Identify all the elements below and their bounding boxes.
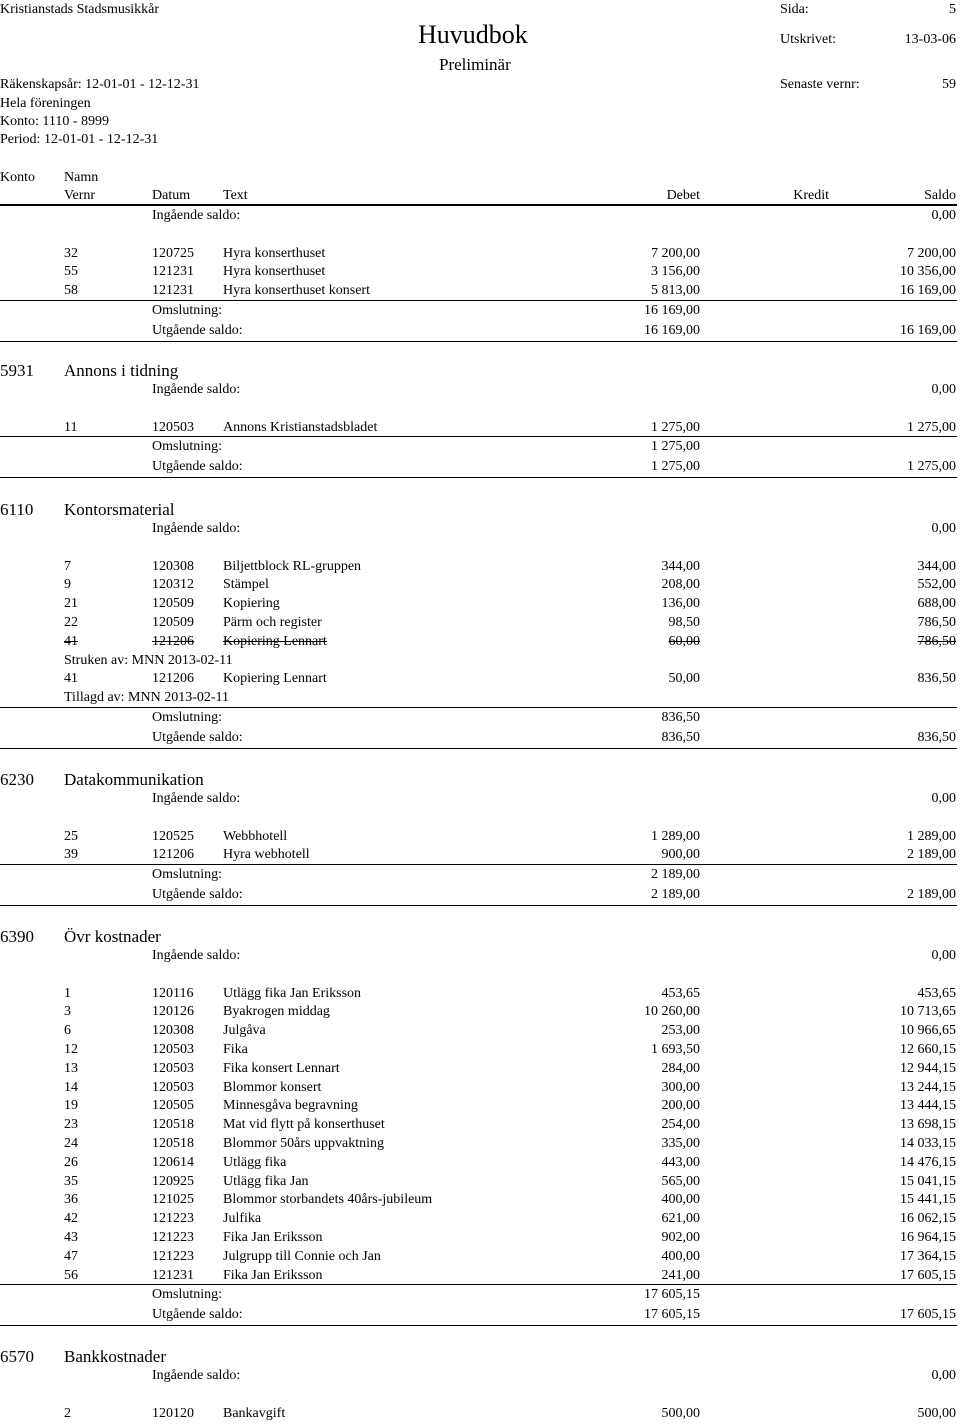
printed-date: 13-03-06 <box>904 32 956 47</box>
entry-date: 120308 <box>152 1023 194 1039</box>
entry-debet: 400,00 <box>661 1192 700 1208</box>
account-name: Annons i tidning <box>64 361 179 380</box>
opening-balance-value: 0,00 <box>931 791 956 806</box>
opening-balance-value: 0,00 <box>931 1368 956 1383</box>
entry-debet: 200,00 <box>661 1098 700 1114</box>
latest-vernr-value: 59 <box>942 77 956 92</box>
audit-note: Struken av: MNN 2013-02-11 <box>64 652 233 668</box>
entry-saldo: 17 364,15 <box>900 1248 956 1264</box>
entry-text: Minnesgåva begravning <box>223 1098 358 1114</box>
entry-saldo: 16 062,15 <box>900 1211 956 1227</box>
section-end-rule <box>0 748 957 749</box>
entry-vernr: 9 <box>64 577 71 593</box>
opening-balance-label: Ingående saldo: <box>152 521 241 536</box>
entry-date: 120518 <box>152 1136 194 1151</box>
entry-date: 120126 <box>152 1004 194 1020</box>
entry-text: Biljettblock RL-gruppen <box>223 558 362 574</box>
entry-text: Julgrupp till Connie och Jan <box>223 1248 381 1264</box>
entry-date: 121231 <box>152 283 194 299</box>
account-name: Bankkostnader <box>64 1347 166 1366</box>
entry-date: 120312 <box>152 577 194 593</box>
closing-debet: 2 189,00 <box>651 887 700 902</box>
entry-text: Fika <box>223 1042 248 1057</box>
entry-text: Hyra konserthuset <box>223 264 326 280</box>
entry-debet: 400,00 <box>661 1248 700 1264</box>
entry-debet: 208,00 <box>661 577 700 593</box>
entry-saldo: 15 041,15 <box>900 1173 956 1189</box>
entry-debet: 7 200,00 <box>651 245 700 261</box>
col-kredit: Kredit <box>793 188 829 203</box>
entry-saldo: 15 441,15 <box>900 1192 956 1208</box>
entry-vernr: 24 <box>64 1136 78 1151</box>
entry-date: 120614 <box>152 1154 194 1170</box>
subtotal-rule <box>0 300 957 301</box>
entry-date: 120509 <box>152 596 194 612</box>
entry-saldo: 13 698,15 <box>900 1117 956 1133</box>
closing-balance-value: 17 605,15 <box>900 1307 956 1323</box>
entry-vernr: 19 <box>64 1098 78 1114</box>
entry-vernr: 56 <box>64 1267 78 1283</box>
entry-debet: 50,00 <box>668 671 700 687</box>
section-end-rule <box>0 905 957 906</box>
entry-text: Webbhotell <box>223 828 288 844</box>
account-number: 6230 <box>0 770 34 789</box>
entry-debet: 500,00 <box>661 1405 700 1421</box>
entry-date: 120503 <box>152 1060 194 1076</box>
entry-date: 120308 <box>152 558 194 574</box>
turnover-debet: 1 275,00 <box>651 439 700 455</box>
turnover-label: Omslutning: <box>152 303 223 318</box>
closing-balance-label: Utgående saldo: <box>152 459 243 475</box>
entry-text: Bankavgift <box>223 1405 286 1421</box>
entry-saldo: 10 713,65 <box>900 1004 956 1020</box>
entry-vernr: 35 <box>64 1173 78 1189</box>
entry-debet: 98,50 <box>668 615 700 630</box>
entry-date: 121206 <box>152 633 194 649</box>
entry-vernr: 47 <box>64 1248 78 1264</box>
period: Period: 12-01-01 - 12-12-31 <box>0 132 159 147</box>
entry-vernr: 13 <box>64 1060 78 1076</box>
entry-text: Fika Jan Eriksson <box>223 1230 323 1245</box>
turnover-label: Omslutning: <box>152 1287 223 1303</box>
entry-vernr: 1 <box>64 985 71 1001</box>
report-subtitle: Preliminär <box>439 55 511 74</box>
entry-text: Hyra konserthuset konsert <box>223 283 370 299</box>
entry-debet: 900,00 <box>661 847 700 863</box>
closing-debet: 836,50 <box>661 729 700 745</box>
col-datum: Datum <box>152 188 191 203</box>
org-name: Kristianstads Stadsmusikkår <box>0 2 160 17</box>
entry-date: 120725 <box>152 245 194 261</box>
turnover-label: Omslutning: <box>152 867 223 883</box>
opening-balance-value: 0,00 <box>931 382 956 397</box>
entry-date: 121223 <box>152 1211 194 1227</box>
entry-text: Julgåva <box>223 1023 266 1039</box>
entry-vernr: 7 <box>64 558 71 574</box>
entry-saldo: 786,50 <box>917 633 956 649</box>
entry-date: 120509 <box>152 615 194 630</box>
entry-saldo: 17 605,15 <box>900 1267 956 1283</box>
scope: Hela föreningen <box>0 96 91 111</box>
closing-balance-value: 1 275,00 <box>907 459 956 475</box>
entry-saldo: 688,00 <box>917 596 956 612</box>
entry-debet: 254,00 <box>661 1117 700 1133</box>
entry-saldo: 10 356,00 <box>900 264 956 280</box>
entry-text: Utlägg fika Jan Eriksson <box>223 985 362 1001</box>
entry-text: Utlägg fika Jan <box>223 1173 309 1189</box>
audit-note: Tillagd av: MNN 2013-02-11 <box>64 690 230 706</box>
entry-debet: 902,00 <box>661 1230 700 1245</box>
entry-debet: 621,00 <box>661 1211 700 1227</box>
entry-debet: 241,00 <box>661 1267 700 1283</box>
subtotal-rule <box>0 436 957 437</box>
entry-vernr: 41 <box>64 633 78 649</box>
entry-vernr: 39 <box>64 847 78 863</box>
closing-balance-label: Utgående saldo: <box>152 729 243 745</box>
header-rule <box>0 204 957 206</box>
turnover-debet: 836,50 <box>661 710 700 725</box>
entry-vernr: 2 <box>64 1405 71 1421</box>
closing-balance-label: Utgående saldo: <box>152 322 243 338</box>
turnover-debet: 17 605,15 <box>644 1287 700 1303</box>
entry-date: 121231 <box>152 1267 194 1283</box>
closing-debet: 17 605,15 <box>644 1307 700 1323</box>
subtotal-rule <box>0 707 957 708</box>
entry-text: Kopiering <box>223 596 280 612</box>
entry-saldo: 14 033,15 <box>900 1136 956 1151</box>
entry-debet: 253,00 <box>661 1023 700 1039</box>
section-end-rule <box>0 477 957 478</box>
turnover-debet: 2 189,00 <box>651 867 700 883</box>
entry-date: 120120 <box>152 1405 194 1421</box>
entry-text: Utlägg fika <box>223 1154 287 1170</box>
entry-saldo: 453,65 <box>917 985 956 1001</box>
closing-debet: 16 169,00 <box>644 322 700 338</box>
entry-vernr: 14 <box>64 1079 78 1095</box>
subtotal-rule <box>0 1284 957 1285</box>
entry-saldo: 14 476,15 <box>900 1154 956 1170</box>
entry-vernr: 23 <box>64 1117 78 1133</box>
opening-balance-label: Ingående saldo: <box>152 208 241 223</box>
entry-date: 120525 <box>152 828 194 844</box>
turnover-label: Omslutning: <box>152 710 223 725</box>
entry-date: 120505 <box>152 1098 194 1114</box>
entry-saldo: 2 189,00 <box>907 847 956 863</box>
entry-debet: 443,00 <box>661 1154 700 1170</box>
opening-balance-label: Ingående saldo: <box>152 948 241 963</box>
printed-label: Utskrivet: <box>780 32 836 47</box>
entry-vernr: 12 <box>64 1042 78 1057</box>
entry-text: Kopiering Lennart <box>223 671 327 687</box>
opening-balance-label: Ingående saldo: <box>152 382 241 397</box>
entry-text: Kopiering Lennart <box>223 633 327 649</box>
entry-vernr: 32 <box>64 245 78 261</box>
entry-date: 121231 <box>152 264 194 280</box>
entry-date: 120518 <box>152 1117 194 1133</box>
entry-debet: 1 289,00 <box>651 828 700 844</box>
entry-vernr: 55 <box>64 264 78 280</box>
entry-date: 120925 <box>152 1173 194 1189</box>
turnover-debet: 16 169,00 <box>644 303 700 318</box>
col-konto: Konto <box>0 170 35 185</box>
entry-saldo: 500,00 <box>917 1405 956 1421</box>
account-name: Övr kostnader <box>64 927 161 946</box>
entry-saldo: 10 966,65 <box>900 1023 956 1039</box>
entry-text: Julfika <box>223 1211 262 1227</box>
closing-balance-value: 2 189,00 <box>907 887 956 902</box>
entry-text: Blommor 50års uppvaktning <box>223 1136 384 1151</box>
opening-balance-label: Ingående saldo: <box>152 791 241 806</box>
entry-saldo: 16 964,15 <box>900 1230 956 1245</box>
entry-date: 120503 <box>152 419 194 435</box>
entry-vernr: 42 <box>64 1211 78 1227</box>
col-text: Text <box>223 188 248 203</box>
entry-vernr: 36 <box>64 1192 78 1208</box>
col-saldo: Saldo <box>924 188 956 203</box>
entry-date: 121025 <box>152 1192 194 1208</box>
subtotal-rule <box>0 864 957 865</box>
entry-saldo: 12 944,15 <box>900 1060 956 1076</box>
closing-balance-label: Utgående saldo: <box>152 887 243 902</box>
fiscal-year: Räkenskapsår: 12-01-01 - 12-12-31 <box>0 77 200 92</box>
entry-text: Stämpel <box>223 577 269 593</box>
report-title: Huvudbok <box>418 20 528 49</box>
entry-text: Mat vid flytt på konserthuset <box>223 1117 385 1133</box>
page-label: Sida: <box>780 2 809 17</box>
entry-date: 121223 <box>152 1248 194 1264</box>
account-name: Kontorsmaterial <box>64 500 175 519</box>
entry-vernr: 58 <box>64 283 78 299</box>
opening-balance-value: 0,00 <box>931 948 956 963</box>
entry-debet: 335,00 <box>661 1136 700 1151</box>
entry-date: 120116 <box>152 985 194 1001</box>
entry-text: Byakrogen middag <box>223 1004 330 1020</box>
entry-saldo: 16 169,00 <box>900 283 956 299</box>
entry-saldo: 7 200,00 <box>907 245 956 261</box>
closing-balance-value: 836,50 <box>917 729 956 745</box>
entry-debet: 1 275,00 <box>651 419 700 435</box>
entry-debet: 10 260,00 <box>644 1004 700 1020</box>
latest-vernr-label: Senaste vernr: <box>780 77 860 92</box>
account-name: Datakommunikation <box>64 770 204 789</box>
section-end-rule <box>0 1325 957 1326</box>
entry-debet: 284,00 <box>661 1060 700 1076</box>
account-number: 6110 <box>0 500 34 519</box>
entry-debet: 5 813,00 <box>651 283 700 299</box>
entry-text: Pärm och register <box>223 615 322 630</box>
entry-text: Fika Jan Eriksson <box>223 1267 323 1283</box>
entry-debet: 60,00 <box>668 633 700 649</box>
account-range: Konto: 1110 - 8999 <box>0 114 110 129</box>
entry-text: Hyra webhotell <box>223 847 310 863</box>
entry-debet: 565,00 <box>661 1173 700 1189</box>
account-number: 5931 <box>0 361 34 380</box>
entry-saldo: 12 660,15 <box>900 1042 956 1057</box>
entry-debet: 136,00 <box>661 596 700 612</box>
entry-saldo: 1 275,00 <box>907 419 956 435</box>
entry-date: 121223 <box>152 1230 194 1245</box>
entry-date: 121206 <box>152 847 194 863</box>
entry-debet: 3 156,00 <box>651 264 700 280</box>
entry-vernr: 6 <box>64 1023 71 1039</box>
entry-vernr: 41 <box>64 671 78 687</box>
entry-text: Blommor konsert <box>223 1079 322 1095</box>
entry-text: Annons Kristianstadsbladet <box>223 419 378 435</box>
closing-debet: 1 275,00 <box>651 459 700 475</box>
entry-vernr: 43 <box>64 1230 78 1245</box>
entry-vernr: 22 <box>64 615 78 630</box>
entry-saldo: 344,00 <box>917 558 956 574</box>
entry-saldo: 13 244,15 <box>900 1079 956 1095</box>
entry-vernr: 11 <box>64 419 78 435</box>
entry-date: 120503 <box>152 1042 194 1057</box>
entry-date: 120503 <box>152 1079 194 1095</box>
opening-balance-value: 0,00 <box>931 521 956 536</box>
entry-debet: 1 693,50 <box>651 1042 700 1057</box>
col-debet: Debet <box>666 188 700 203</box>
entry-date: 121206 <box>152 671 194 687</box>
entry-saldo: 1 289,00 <box>907 828 956 844</box>
page-number: 5 <box>949 2 956 17</box>
entry-text: Blommor storbandets 40års-jubileum <box>223 1192 433 1208</box>
entry-vernr: 26 <box>64 1154 78 1170</box>
entry-saldo: 786,50 <box>917 615 956 630</box>
entry-vernr: 21 <box>64 596 78 612</box>
opening-balance-value: 0,00 <box>931 208 956 223</box>
col-namn: Namn <box>64 170 99 185</box>
closing-balance-label: Utgående saldo: <box>152 1307 243 1323</box>
opening-balance-label: Ingående saldo: <box>152 1368 241 1383</box>
account-number: 6570 <box>0 1347 34 1366</box>
entry-saldo: 13 444,15 <box>900 1098 956 1114</box>
turnover-label: Omslutning: <box>152 439 223 455</box>
entry-vernr: 3 <box>64 1004 71 1020</box>
account-number: 6390 <box>0 927 34 946</box>
entry-saldo: 552,00 <box>917 577 956 593</box>
entry-debet: 300,00 <box>661 1079 700 1095</box>
section-end-rule <box>0 341 957 342</box>
entry-debet: 344,00 <box>661 558 700 574</box>
entry-text: Hyra konserthuset <box>223 245 326 261</box>
entry-debet: 453,65 <box>661 985 700 1001</box>
entry-vernr: 25 <box>64 828 78 844</box>
closing-balance-value: 16 169,00 <box>900 322 956 338</box>
col-vernr: Vernr <box>64 188 96 203</box>
entry-text: Fika konsert Lennart <box>223 1060 340 1076</box>
entry-saldo: 836,50 <box>917 671 956 687</box>
